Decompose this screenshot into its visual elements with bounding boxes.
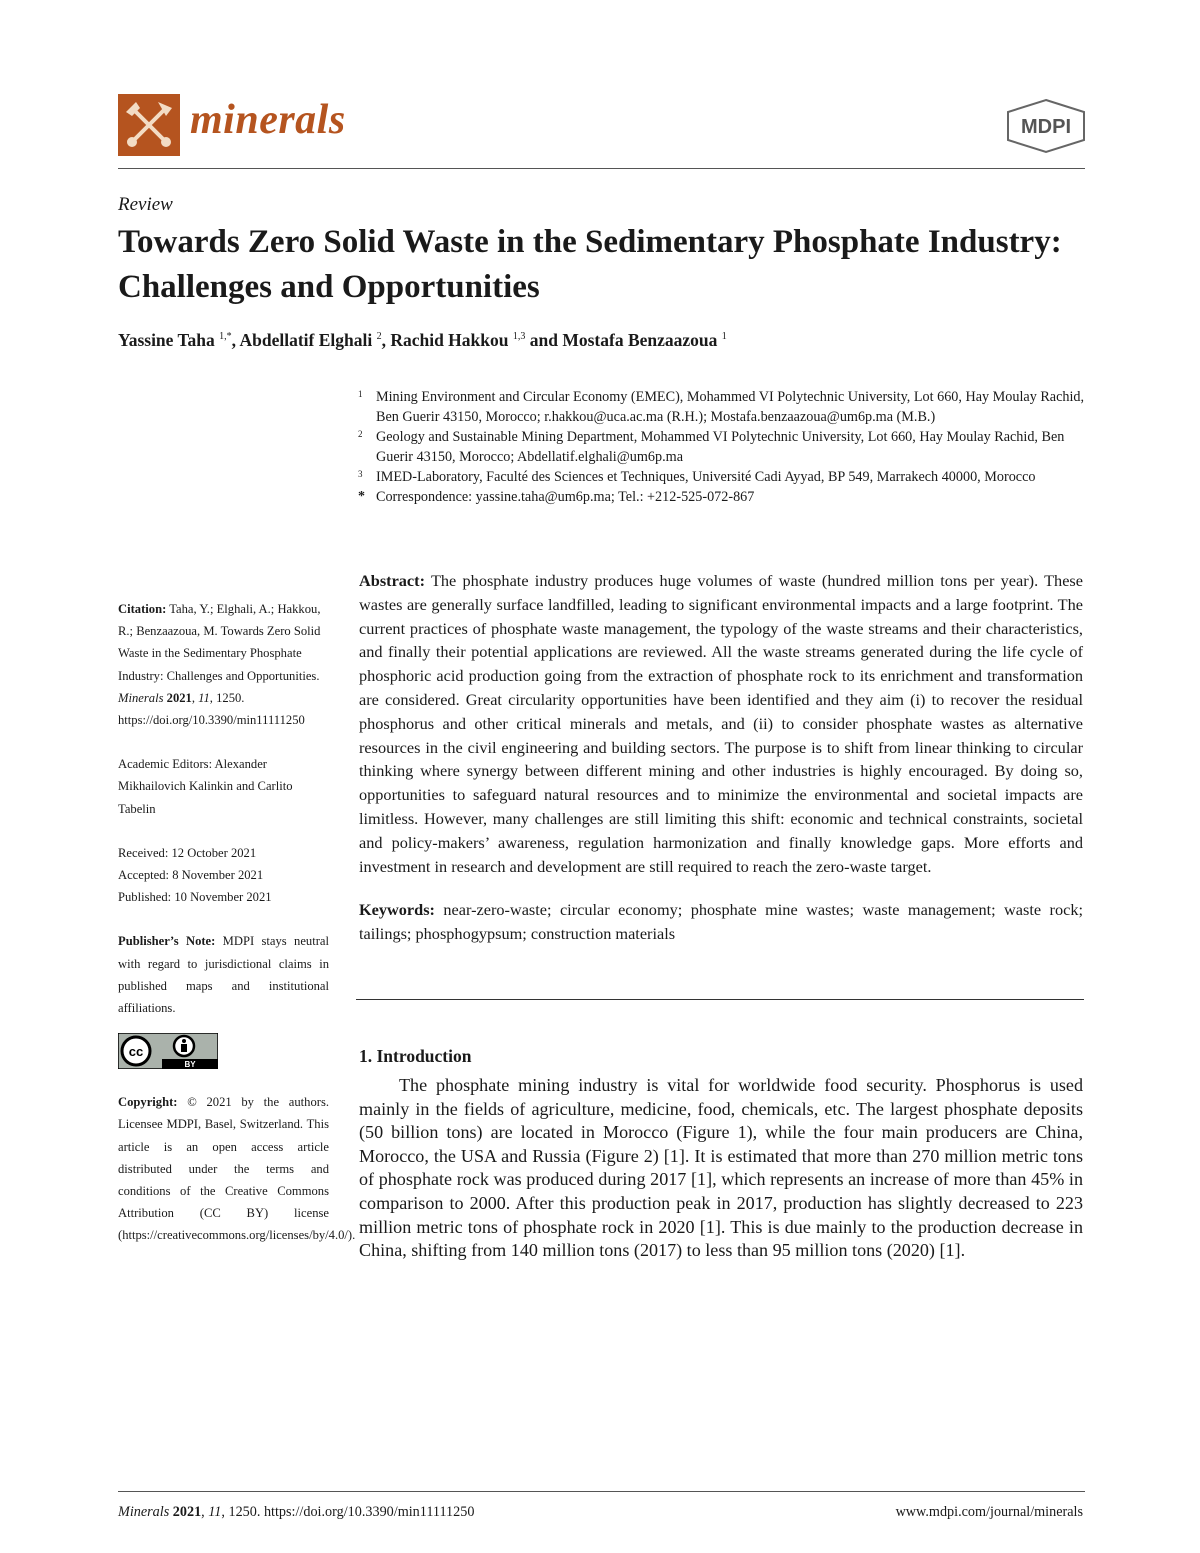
affiliations-list bbox=[358, 387, 1086, 507]
main-column bbox=[359, 569, 1083, 1261]
cc-badge-by-text: BY bbox=[184, 1060, 196, 1070]
affiliation-item bbox=[358, 427, 1086, 467]
citation-year: 2021 bbox=[166, 690, 192, 705]
citation-journal: Minerals bbox=[118, 690, 164, 705]
author-separator: , bbox=[381, 330, 391, 350]
footer-divider bbox=[118, 1491, 1085, 1492]
article-type: Review bbox=[118, 194, 173, 215]
publisher-note bbox=[118, 930, 329, 1019]
received-date: Received: 12 October 2021 bbox=[118, 845, 257, 860]
abstract-label: Abstract: bbox=[359, 571, 426, 590]
citation-label: Citation: bbox=[118, 602, 167, 616]
abstract bbox=[359, 569, 1083, 878]
journal-name: minerals bbox=[190, 97, 346, 143]
header-divider bbox=[118, 168, 1085, 169]
footer-volume: 11 bbox=[208, 1504, 222, 1520]
author-name: Rachid Hakkou bbox=[390, 330, 509, 350]
footer-journal-url[interactable]: www.mdpi.com/journal/minerals bbox=[895, 1504, 1083, 1520]
accepted-date: Accepted: 8 November 2021 bbox=[118, 868, 264, 883]
affiliation-mark: 1 bbox=[358, 389, 363, 399]
author-affiliation-mark: 2 bbox=[376, 331, 382, 343]
author-list bbox=[118, 330, 727, 351]
footer-citation: Minerals 2021, 11, 1250. https://doi.org/10.3390/min11111250 bbox=[118, 1504, 475, 1520]
author-name: Mostafa Benzaazoua bbox=[562, 330, 718, 350]
citation-text: Taha, Y.; Elghali, A.; Hakkou, R.; Benzaazoua, M. Towards Zero Solid Waste in the Sedimentary Phosphate Industry: Challenges and Opportunities. bbox=[118, 602, 321, 683]
affiliation-text: Geology and Sustainable Mining Department, Mohammed VI Polytechnic University, Lot 660, Hay Moulay Rachid, Ben Guerir 43150, Morocco; Abdellatif.elghali@um6p.ma bbox=[376, 429, 1065, 465]
author-affiliation-mark: 1 bbox=[721, 331, 727, 343]
footer-journal: Minerals bbox=[118, 1504, 170, 1520]
affiliation-mark: 3 bbox=[358, 469, 363, 479]
author-affiliation-mark: 1,3 bbox=[512, 331, 526, 343]
copyright-label: Copyright: bbox=[118, 1095, 178, 1110]
article-title: Towards Zero Solid Waste in the Sedimentary Phosphate Industry: Challenges and Opportunities bbox=[118, 224, 1062, 305]
affiliation-text: Mining Environment and Circular Economy (EMEC), Mohammed VI Polytechnic University, Lot 660, Hay Moulay Rachid, Ben Guerir 43150, Morocco; r.hakkou@uca.ac.ma (R.H.); Mostafa.benzaazoua@um6p.ma (M.B.) bbox=[376, 389, 1085, 425]
published-date: Published: 10 November 2021 bbox=[118, 890, 272, 905]
keywords-label: Keywords: bbox=[359, 900, 435, 920]
affiliation-item bbox=[358, 387, 1086, 427]
section-divider bbox=[356, 999, 1084, 1000]
publisher-note-label: Publisher’s Note: bbox=[118, 934, 216, 949]
author-affiliation-mark: 1,* bbox=[219, 331, 232, 343]
section-heading-introduction: 1. Introduction bbox=[359, 1046, 472, 1066]
affiliation-text: IMED-Laboratory, Faculté des Sciences et Techniques, Université Cadi Ayyad, BP 549, Marrakech 40000, Morocco bbox=[376, 469, 1036, 485]
footer-year: 2021 bbox=[172, 1504, 202, 1520]
cc-by-license-icon[interactable] bbox=[118, 1033, 218, 1069]
introduction-paragraph: The phosphate mining industry is vital for worldwide food security. Phosphorus is used mainly in the fields of agriculture, medicine, food, chemicals, etc. The largest phosphate deposits (50 billion tons) are located in Morocco (Figure 1), while the four main producers are China, Morocco, the USA and Russia (Figure 2) [1]. It is estimated that more than 270 million metric tons of phosphate rock was produced during 2017 [1], which represents an increase of more than 45% in comparison to 2000. After this production peak in 2017, production has slightly decreased to 223 million metric tons of phosphate rock in 2020 [1]. This is due mainly to the production decrease in China, shifting from 140 million tons (2017) to less than 95 million tons (2020) [1]. bbox=[359, 1075, 1083, 1261]
journal-logo-icon bbox=[118, 94, 180, 156]
keywords bbox=[359, 898, 1083, 946]
article-info-sidebar bbox=[118, 598, 356, 1269]
affiliation-item bbox=[358, 467, 1086, 487]
citation-block: Citation: Taha, Y.; Elghali, A.; Hakkou, R.; Benzaazoua, M. Towards Zero Solid Waste in the Sedimentary Phosphate Industry: Challenges and Opportunities. Minerals 2021, 11, 1250. https://doi.org/10.3390/min11111250 bbox=[118, 602, 321, 728]
affiliation-mark: * bbox=[358, 489, 365, 504]
affiliation-mark: 2 bbox=[358, 429, 363, 439]
affiliation-item bbox=[358, 487, 1086, 507]
author-separator: , bbox=[231, 330, 240, 350]
keywords-text: near-zero-waste; circular economy; phosphate mine wastes; waste management; waste rock; tailings; phosphogypsum; construction materials bbox=[359, 900, 1083, 944]
publisher-note-text: MDPI stays neutral with regard to jurisdictional claims in published maps and institutional affiliations. bbox=[118, 934, 329, 1016]
mdpi-logo-text: MDPI bbox=[1021, 116, 1071, 138]
citation-volume: 11 bbox=[198, 690, 210, 705]
affiliation-text: Correspondence: yassine.taha@um6p.ma; Tel.: +212-525-072-867 bbox=[376, 489, 755, 505]
dates-block bbox=[118, 842, 329, 909]
author-name: Abdellatif Elghali bbox=[239, 330, 373, 350]
footer-doi-link[interactable]: , 1250. https://doi.org/10.3390/min11111250 bbox=[221, 1504, 475, 1520]
copyright-text: © 2021 by the authors. Licensee MDPI, Basel, Switzerland. This article is an open access article distributed under the terms and conditions of the Creative Commons Attribution (CC BY) license (https://creativecommons.org/licenses/by/4.0/). bbox=[118, 1095, 356, 1243]
mdpi-logo-icon bbox=[1004, 98, 1088, 154]
svg-text:cc: cc bbox=[128, 1044, 144, 1060]
copyright-block bbox=[118, 1091, 356, 1246]
author-name: Yassine Taha bbox=[118, 330, 215, 350]
academic-editors: Academic Editors: Alexander Mikhailovich Kalinkin and Carlito Tabelin bbox=[118, 757, 293, 816]
author-separator: and bbox=[525, 330, 563, 350]
abstract-text: The phosphate industry produces huge volumes of waste (hundred million tons per year). These wastes are generally surface landfilled, leading to significant environmental impacts and a large footprint. The current practices of phosphate waste management, the typology of the waste streams and their characteristics, and finally their potential applications are reviewed. All the waste streams generated during the life cycle of phosphoric acid production going from the extraction of phosphate rock to its enrichment and transformation are considered. Great circularity opportunities have been identified and they aim (i) to recover the residual phosphorus and other critical minerals and metals, and (ii) to consider phosphate wastes as alternative resources in the civil engineering and building sectors. The purpose is to shift from linear thinking to circular thinking where synergy between different mining and other industries is highly encouraged. By doing so, opportunities to safeguard natural resources and to minimize the environmental and societal impacts are limitless. However, many challenges are still limiting this shift: economic and technical constraints, societal and policy-makers’ awareness, regulation harmonization and finally knowledge gaps. More efforts and investment in research and development are still required to reach the zero-waste target. bbox=[359, 571, 1083, 876]
citation-doi-link[interactable]: , 1250. https://doi.org/10.3390/min11111250 bbox=[118, 690, 305, 728]
